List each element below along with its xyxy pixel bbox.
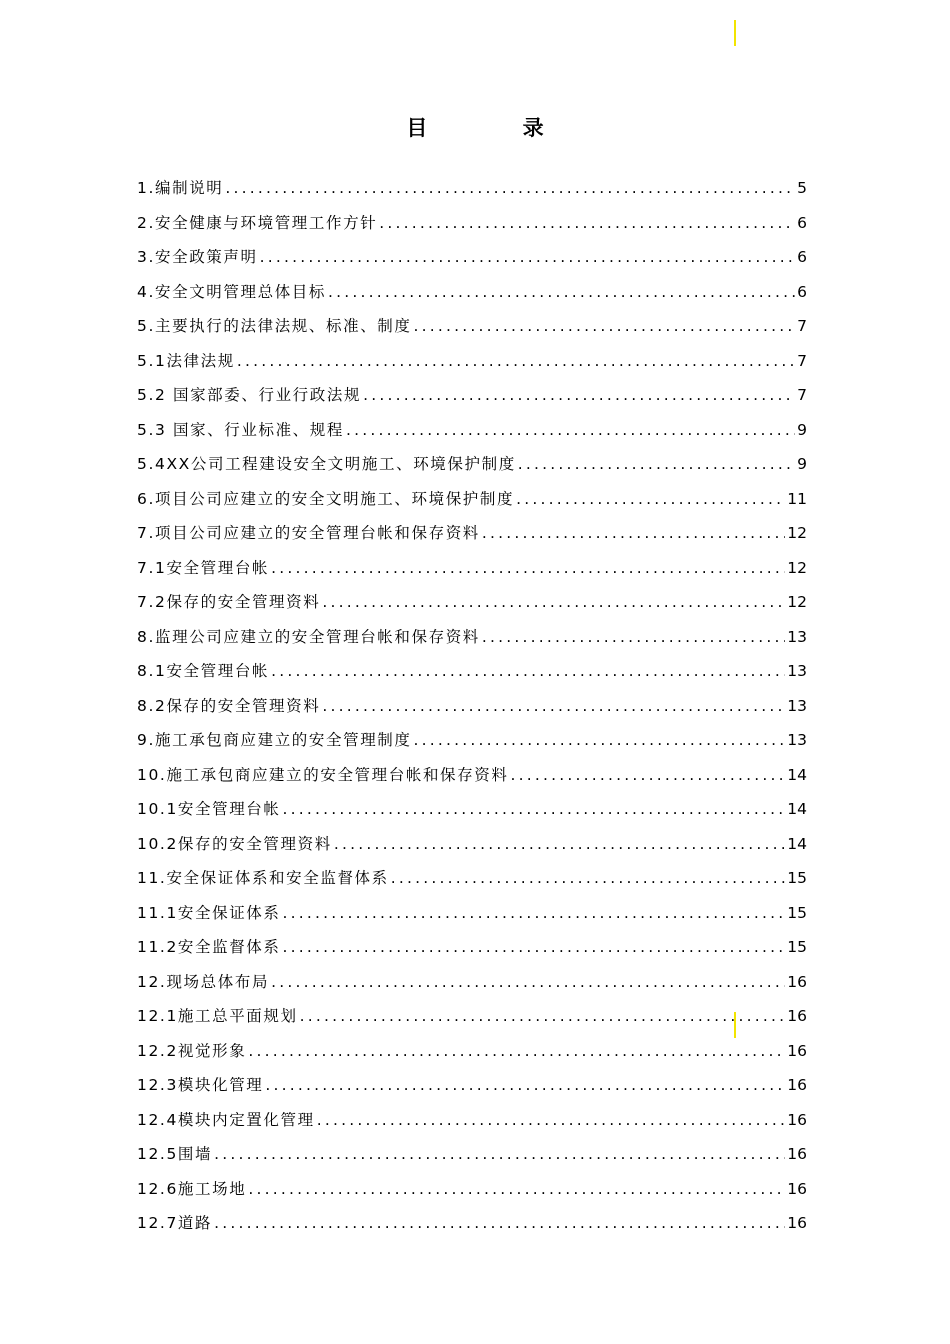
toc-entry-label: 2.安全健康与环境管理工作方针	[137, 213, 378, 232]
toc-entry[interactable]	[137, 309, 807, 344]
toc-entry-page: 11	[787, 489, 807, 508]
toc-entry-label: 12.6施工场地	[137, 1179, 247, 1198]
toc-entry-label: 1.编制说明	[137, 179, 224, 197]
toc-entry-label: 12.现场总体布局	[137, 972, 270, 991]
yellow-mark	[734, 20, 736, 46]
toc-entry-label: 5.2 国家部委、行业行政法规	[137, 386, 362, 404]
toc-entry[interactable]	[137, 1137, 807, 1172]
toc-entry-label: 8.2保存的安全管理资料	[137, 696, 321, 715]
toc-dot-leader	[260, 240, 796, 275]
toc-entry-page: 5	[797, 179, 807, 197]
toc-entry-page: 15	[787, 938, 807, 956]
toc-entry-label: 3.安全政策声明	[137, 248, 258, 266]
toc-entry-page: 16	[787, 1110, 807, 1129]
toc-entry[interactable]	[137, 1172, 807, 1207]
toc-entry[interactable]	[137, 827, 807, 862]
toc-dot-leader	[248, 1172, 785, 1207]
toc-dot-leader	[510, 758, 785, 793]
toc-entry-page: 13	[787, 731, 807, 749]
toc-entry-page: 7	[797, 351, 807, 370]
toc-entry-page: 13	[787, 662, 807, 680]
toc-entry-page: 16	[787, 1076, 807, 1094]
toc-dot-leader	[379, 206, 795, 241]
toc-dot-leader	[328, 275, 795, 310]
toc-dot-leader	[225, 171, 795, 206]
toc-entry-label: 9.施工承包商应建立的安全管理制度	[137, 731, 412, 749]
table-of-contents	[137, 171, 807, 1241]
toc-entry[interactable]	[137, 516, 807, 551]
toc-entry-label: 11.2安全监督体系	[137, 938, 281, 956]
toc-entry-label: 12.1施工总平面规划	[137, 1007, 298, 1025]
toc-entry-label: 12.7道路	[137, 1214, 213, 1232]
toc-entry-page: 16	[787, 1214, 807, 1232]
toc-dot-leader	[300, 999, 786, 1034]
toc-dot-leader	[271, 654, 785, 689]
toc-dot-leader	[414, 723, 786, 758]
toc-entry-label: 5.主要执行的法律法规、标准、制度	[137, 317, 412, 335]
toc-entry-page: 16	[787, 1145, 807, 1163]
toc-dot-leader	[482, 620, 785, 655]
toc-dot-leader	[237, 344, 795, 379]
toc-dot-leader	[516, 482, 785, 517]
toc-entry[interactable]	[137, 861, 807, 896]
toc-entry[interactable]	[137, 1103, 807, 1138]
toc-entry[interactable]	[137, 620, 807, 655]
toc-entry-label: 7.项目公司应建立的安全管理台帐和保存资料	[137, 524, 480, 542]
toc-entry-label: 12.4模块内定置化管理	[137, 1110, 315, 1129]
toc-dot-leader	[214, 1206, 785, 1241]
toc-entry[interactable]	[137, 896, 807, 931]
toc-entry-page: 7	[797, 386, 807, 404]
toc-dot-leader	[346, 413, 795, 448]
toc-entry-page: 6	[797, 248, 807, 266]
toc-entry-page: 14	[787, 834, 807, 853]
toc-entry[interactable]	[137, 206, 807, 241]
toc-entry-label: 5.4XX公司工程建设安全文明施工、环境保护制度	[137, 455, 516, 473]
toc-entry-page: 12	[787, 593, 807, 611]
toc-entry-label: 12.2视觉形象	[137, 1041, 247, 1060]
toc-entry[interactable]	[137, 792, 807, 827]
toc-entry-page: 15	[787, 869, 807, 887]
toc-entry-page: 9	[797, 420, 807, 439]
toc-entry[interactable]	[137, 758, 807, 793]
toc-entry-label: 10.1安全管理台帐	[137, 800, 281, 818]
toc-entry[interactable]	[137, 723, 807, 758]
toc-entry-label: 6.项目公司应建立的安全文明施工、环境保护制度	[137, 489, 515, 508]
toc-entry-label: 5.3 国家、行业标准、规程	[137, 420, 344, 439]
toc-dot-leader	[518, 447, 795, 482]
toc-entry[interactable]	[137, 447, 807, 482]
toc-entry-label: 10.2保存的安全管理资料	[137, 834, 332, 853]
toc-dot-leader	[283, 930, 786, 965]
toc-dot-leader	[414, 309, 796, 344]
toc-entry-page: 13	[787, 696, 807, 715]
toc-entry-page: 6	[797, 213, 807, 232]
toc-entry[interactable]	[137, 654, 807, 689]
toc-entry-page: 16	[787, 1179, 807, 1198]
toc-entry-label: 7.1安全管理台帐	[137, 558, 270, 577]
toc-entry-page: 16	[787, 1007, 807, 1025]
toc-entry-page: 12	[787, 558, 807, 577]
toc-entry-label: 8.1安全管理台帐	[137, 662, 270, 680]
toc-entry[interactable]	[137, 344, 807, 379]
toc-dot-leader	[271, 551, 785, 586]
toc-entry-label: 11.安全保证体系和安全监督体系	[137, 869, 389, 887]
toc-entry-page: 7	[797, 317, 807, 335]
toc-entry-page: 9	[797, 455, 807, 473]
toc-entry[interactable]	[137, 689, 807, 724]
toc-entry[interactable]	[137, 171, 807, 206]
toc-entry-page: 6	[797, 282, 807, 301]
toc-entry[interactable]	[137, 240, 807, 275]
toc-entry[interactable]	[137, 965, 807, 1000]
toc-entry-label: 12.3模块化管理	[137, 1076, 264, 1094]
toc-dot-leader	[283, 896, 786, 931]
toc-entry-page: 16	[787, 972, 807, 991]
toc-entry[interactable]	[137, 1034, 807, 1069]
toc-dot-leader	[248, 1034, 785, 1069]
toc-entry-label: 8.监理公司应建立的安全管理台帐和保存资料	[137, 627, 480, 646]
toc-entry[interactable]	[137, 413, 807, 448]
toc-dot-leader	[322, 689, 785, 724]
toc-entry[interactable]	[137, 1068, 807, 1103]
toc-entry-page: 16	[787, 1041, 807, 1060]
toc-dot-leader	[391, 861, 786, 896]
toc-entry[interactable]	[137, 482, 807, 517]
toc-dot-leader	[271, 965, 785, 1000]
toc-entry-label: 11.1安全保证体系	[137, 903, 281, 922]
toc-entry-page: 13	[787, 627, 807, 646]
toc-entry-page: 12	[787, 524, 807, 542]
toc-entry-label: 7.2保存的安全管理资料	[137, 593, 321, 611]
toc-entry[interactable]	[137, 1206, 807, 1241]
toc-entry-label: 4.安全文明管理总体目标	[137, 282, 326, 301]
toc-entry[interactable]	[137, 930, 807, 965]
toc-entry-label: 12.5围墙	[137, 1145, 213, 1163]
toc-dot-leader	[283, 792, 786, 827]
toc-dot-leader	[265, 1068, 785, 1103]
toc-entry-page: 14	[787, 765, 807, 784]
toc-dot-leader	[363, 378, 795, 413]
toc-entry-page: 15	[787, 903, 807, 922]
toc-dot-leader	[482, 516, 785, 551]
toc-dot-leader	[214, 1137, 785, 1172]
toc-entry[interactable]	[137, 551, 807, 586]
toc-dot-leader	[322, 585, 785, 620]
page-title: 目 录	[406, 115, 588, 140]
toc-entry[interactable]	[137, 275, 807, 310]
toc-entry[interactable]	[137, 585, 807, 620]
toc-entry-label: 5.1法律法规	[137, 351, 235, 370]
toc-dot-leader	[334, 827, 785, 862]
toc-entry-label: 10.施工承包商应建立的安全管理台帐和保存资料	[137, 765, 509, 784]
toc-entry[interactable]	[137, 999, 807, 1034]
toc-entry-page: 14	[787, 800, 807, 818]
toc-dot-leader	[317, 1103, 786, 1138]
toc-entry[interactable]	[137, 378, 807, 413]
